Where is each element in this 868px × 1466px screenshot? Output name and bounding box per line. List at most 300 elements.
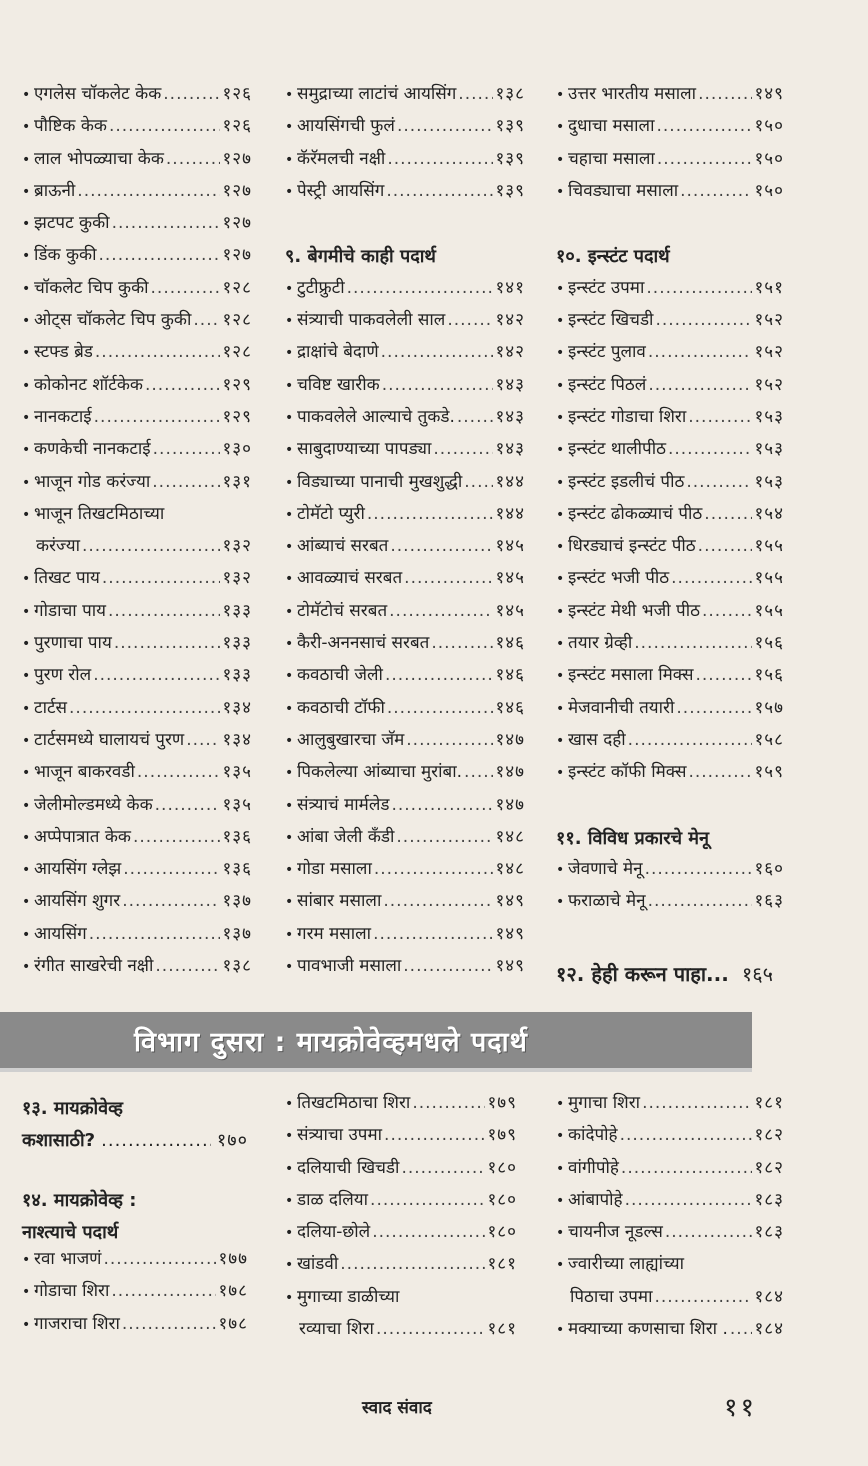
entry-title: इन्स्टंट थालीपीठ — [568, 439, 666, 460]
entry-title: इन्स्टंट गोडाचा शिरा — [568, 406, 687, 427]
section-11-heading: ११. विविध प्रकारचे मेनू — [556, 827, 710, 849]
leader-dots — [404, 568, 493, 589]
section-13-title-rest: कशासाठी? — [22, 1130, 96, 1151]
toc-entry — [556, 665, 784, 697]
entry-page: १८० — [487, 1157, 517, 1178]
entry-title: कैरी-अननसाचं सरबत — [297, 633, 430, 654]
bullet-icon: • — [285, 377, 294, 394]
toc-entry — [22, 924, 252, 956]
entry-page: १८३ — [754, 1189, 784, 1210]
entry-title: संत्र्याची पाकवलेली साल — [297, 310, 446, 331]
entry-title: जेवणाचे मेनू — [568, 859, 643, 880]
entry-title: दलिया-छोले — [297, 1222, 371, 1243]
toc-entry — [556, 504, 784, 536]
toc-entry — [22, 1249, 248, 1281]
leader-dots — [688, 407, 752, 428]
toc-entry — [22, 956, 252, 988]
entry-page: १४२ — [495, 342, 525, 363]
entry-page: १८२ — [754, 1125, 784, 1146]
toc-entry — [22, 795, 252, 827]
bullet-icon: • — [556, 1322, 565, 1339]
entry-title: आयसिंग ग्लेझ — [34, 859, 122, 880]
entry-page: १२८ — [222, 310, 252, 331]
entry-title: कांदेपोहे — [568, 1125, 618, 1146]
entry-title: दुधाचा मसाला — [568, 116, 655, 137]
entry-title: आंबापोहे — [568, 1189, 623, 1210]
entry-title: इन्स्टंट ढोकळ्याचं पीठ — [568, 503, 703, 524]
entry-title: टुटीफ्रुटी — [297, 277, 345, 298]
toc-entry — [556, 1125, 784, 1157]
bullet-icon: • — [22, 636, 31, 653]
toc-entry — [285, 278, 525, 310]
entry-page: १४२ — [495, 310, 525, 331]
entry-page: १३७ — [222, 891, 252, 912]
entry-title: कॅरॅमलची नक्षी — [297, 148, 386, 169]
toc-entry — [22, 633, 252, 665]
bullet-icon: • — [285, 765, 294, 782]
leader-dots — [688, 762, 752, 783]
entry-page: १३३ — [222, 633, 252, 654]
part-two-banner — [0, 1012, 752, 1072]
leader-dots — [69, 698, 220, 719]
toc-entry — [285, 1125, 517, 1157]
toc-entry — [285, 924, 525, 956]
entry-title: दलियाची खिचडी — [297, 1157, 400, 1178]
toc-entry — [22, 762, 252, 794]
bullet-icon: • — [285, 409, 294, 426]
bullet-icon: • — [285, 313, 294, 330]
entry-page: १५६ — [754, 633, 784, 654]
entry-page: १४१ — [495, 277, 525, 298]
leader-dots — [389, 601, 493, 622]
entry-title: मक्याच्या कणसाचा शिरा . — [568, 1319, 728, 1340]
entry-title: इन्स्टंट पिठलं — [568, 374, 647, 395]
leader-dots — [385, 665, 494, 686]
entry-title: गोडाचा शिरा — [34, 1281, 110, 1302]
toc-entry — [556, 84, 784, 116]
leader-dots — [657, 149, 753, 170]
bullet-icon: • — [22, 603, 31, 620]
entry-title: डाळ दलिया — [297, 1189, 369, 1210]
entry-page: १२९ — [222, 406, 252, 427]
entry-page: १३९ — [495, 116, 525, 137]
entry-page: १७८ — [218, 1281, 248, 1302]
entry-title: इन्स्टंट भजी पीठ — [568, 568, 670, 589]
entry-title: लाल भोपळ्याचा केक — [34, 148, 164, 169]
toc-entry — [285, 116, 525, 148]
bullet-icon: • — [285, 280, 294, 297]
entry-title: वांगीपोहे — [568, 1157, 619, 1178]
entry-title: करंज्या — [36, 536, 80, 557]
entry-page: १२६ — [222, 116, 252, 137]
bullet-icon: • — [285, 797, 294, 814]
entry-title: पावभाजी मसाला — [297, 956, 402, 977]
leader-dots — [655, 310, 752, 331]
leader-dots — [111, 1281, 216, 1302]
entry-page: १३७ — [222, 923, 252, 944]
bullet-icon: • — [285, 539, 294, 556]
bullet-icon: • — [556, 119, 565, 136]
bullet-icon: • — [285, 1257, 294, 1274]
leader-dots — [620, 1125, 753, 1146]
entry-page: १३५ — [222, 794, 252, 815]
entry-title: रवा भाजणं — [34, 1249, 102, 1269]
entry-page: १४३ — [495, 439, 525, 460]
entry-page: १२६ — [222, 84, 252, 104]
entry-title: पाकवलेले आल्याचे तुकडे. — [297, 406, 455, 427]
leader-dots — [634, 633, 752, 654]
entry-title: चहाचा मसाला — [568, 148, 655, 169]
bullet-icon: • — [556, 183, 565, 200]
bullet-icon: • — [285, 603, 294, 620]
leader-dots — [656, 116, 752, 137]
toc-entry — [285, 762, 525, 794]
entry-title: चिवड्याचा मसाला — [568, 180, 679, 201]
entry-title: तिखटमिठाचा शिरा — [297, 1093, 411, 1113]
bullet-icon: • — [556, 506, 565, 523]
entry-title: भाजून गोड करंज्या — [34, 471, 151, 492]
bullet-icon: • — [285, 87, 294, 103]
entry-title: इन्स्टंट उपमा — [568, 277, 645, 298]
entry-title: कोकोनट शॉर्टकेक — [34, 374, 143, 395]
bullet-icon: • — [285, 959, 294, 976]
bullet-icon: • — [22, 862, 31, 879]
entry-page: १३९ — [495, 148, 525, 169]
section-14-heading-line2: नाश्त्याचे पदार्थ — [22, 1222, 119, 1243]
entry-title: आलुबुखारचा जॅम — [297, 729, 405, 750]
entry-page: १४७ — [495, 794, 525, 815]
entry-title: गोडा मसाला — [297, 859, 372, 880]
entry-page: १४९ — [495, 923, 525, 944]
leader-dots — [112, 213, 221, 234]
bullet-icon: • — [22, 926, 31, 943]
entry-title: चायनीज नूडल्स — [568, 1222, 663, 1243]
entry-page: १८३ — [754, 1222, 784, 1243]
toc-entry — [22, 245, 252, 277]
entry-page: १६० — [754, 859, 784, 880]
entry-title: कवठाची टॉफी — [297, 697, 385, 718]
entry-page: १४३ — [495, 406, 525, 427]
entry-page: १५५ — [754, 568, 784, 589]
toc-entry — [285, 439, 525, 471]
entry-title: चविष्ट खारीक — [297, 374, 380, 395]
toc-entry — [285, 665, 525, 697]
toc-entry — [285, 633, 525, 665]
entry-title: आंब्याचं सरबत — [297, 536, 389, 557]
leader-dots — [186, 730, 220, 751]
entry-page: १३३ — [222, 600, 252, 621]
leader-dots — [102, 568, 221, 589]
leader-dots — [730, 1319, 753, 1340]
toc-entry — [22, 859, 252, 891]
entry-title: पिकलेल्या आंब्याचा मुरांबा. — [297, 762, 463, 783]
entry-title: पिठाचा उपमा — [570, 1286, 653, 1307]
leader-dots — [94, 407, 221, 428]
entry-title: खास दही — [568, 729, 626, 750]
bullet-icon: • — [22, 1316, 31, 1333]
toc-entry — [556, 601, 784, 633]
toc-entry — [285, 375, 525, 407]
entry-page: १५० — [754, 180, 784, 201]
toc-entry — [556, 1287, 784, 1319]
bullet-icon: • — [556, 765, 565, 782]
leader-dots — [152, 472, 220, 493]
leader-dots — [77, 181, 220, 202]
toc-entry — [556, 568, 784, 600]
leader-dots — [384, 1125, 485, 1146]
entry-page: १७९ — [487, 1093, 517, 1113]
bullet-icon: • — [285, 151, 294, 168]
toc-entry — [22, 213, 252, 245]
toc-entry — [22, 827, 252, 859]
toc-entry — [22, 278, 252, 310]
toc-entry — [22, 730, 252, 762]
leader-dots — [376, 1319, 486, 1340]
entry-page: १४५ — [495, 536, 525, 557]
toc-entry — [556, 181, 784, 213]
bullet-icon: • — [556, 1192, 565, 1209]
toc-entry — [22, 568, 252, 600]
bullet-icon: • — [285, 442, 294, 459]
bullet-icon: • — [285, 636, 294, 653]
entry-title: इन्स्टंट मसाला मिक्स — [568, 665, 694, 686]
toc-entry — [556, 342, 784, 374]
entry-page: १८२ — [754, 1157, 784, 1178]
entry-page: १५० — [754, 116, 784, 137]
entry-title: तिखट पाय — [34, 568, 100, 589]
entry-title: कणकेची नानकटाई — [34, 439, 151, 460]
toc-entry — [285, 1158, 517, 1190]
toc-entry — [22, 698, 252, 730]
entry-title: नानकटाई — [34, 406, 92, 427]
toc-entry — [556, 1093, 784, 1125]
entry-title: संत्र्याचं मार्मलेड — [297, 794, 390, 815]
section-12-heading — [556, 962, 784, 994]
leader-dots — [621, 1158, 753, 1179]
toc-entry — [285, 1222, 517, 1254]
entry-page: १५५ — [754, 536, 784, 557]
leader-dots — [447, 310, 493, 331]
microwave-column-2 — [285, 1093, 517, 1351]
entry-title: मुगाचा शिरा — [568, 1093, 641, 1113]
entry-page: १२८ — [222, 342, 252, 363]
entry-page: १४७ — [495, 729, 525, 750]
bullet-icon: • — [556, 636, 565, 653]
toc-entry — [22, 181, 252, 213]
entry-title: खांडवी — [297, 1254, 339, 1275]
leader-dots — [347, 278, 494, 299]
toc-entry — [285, 472, 525, 504]
leader-dots — [665, 1222, 753, 1243]
entry-page: १५२ — [754, 374, 784, 395]
toc-entry — [285, 536, 525, 568]
entry-title: जेलीमोल्डमध्ये केक — [34, 794, 153, 815]
entry-title: कवठाची जेली — [297, 665, 383, 686]
toc-entry — [556, 633, 784, 665]
bullet-icon: • — [285, 506, 294, 523]
toc-entry — [556, 891, 784, 923]
bullet-icon: • — [22, 280, 31, 297]
entry-title: गरम मसाला — [297, 923, 372, 944]
leader-dots — [82, 536, 220, 557]
leader-dots — [391, 795, 493, 816]
leader-dots — [155, 795, 221, 816]
leader-dots — [193, 310, 220, 331]
part-two-title: विभाग दुसरा : मायक्रोवेव्हमधले पदार्थ — [134, 1026, 528, 1058]
toc-entry — [285, 407, 525, 439]
bullet-icon: • — [556, 700, 565, 717]
toc-column-1 — [22, 84, 252, 988]
leader-dots — [367, 504, 494, 525]
bullet-icon: • — [22, 1252, 31, 1268]
bullet-icon: • — [22, 442, 31, 459]
entry-page: १३६ — [222, 826, 252, 847]
bullet-icon: • — [22, 474, 31, 491]
entry-page: १८० — [487, 1222, 517, 1243]
entry-page: १३४ — [222, 697, 252, 718]
leader-dots — [654, 1287, 752, 1308]
entry-title: पुरणाचा पाय — [34, 633, 112, 654]
toc-entry — [22, 472, 252, 504]
bullet-icon: • — [556, 313, 565, 330]
entry-title: ज्वारीच्या लाह्यांच्या — [568, 1254, 685, 1275]
bullet-icon: • — [285, 119, 294, 136]
entry-page: १४६ — [495, 633, 525, 654]
leader-dots — [412, 1093, 485, 1114]
leader-dots — [648, 375, 752, 396]
entry-page: १४५ — [495, 568, 525, 589]
entry-title: भाजून तिखटमिठाच्या — [34, 503, 165, 524]
entry-page: १३८ — [222, 956, 252, 977]
toc-column-2 — [285, 84, 525, 988]
entry-title: अप्पेपात्रात केक — [34, 826, 131, 847]
entry-page: १३२ — [222, 536, 252, 557]
bullet-icon: • — [22, 216, 31, 233]
bullet-icon: • — [285, 668, 294, 685]
entry-title: उत्तर भारतीय मसाला — [568, 84, 697, 104]
entry-title: इन्स्टंट कॉफी मिक्स — [568, 762, 687, 783]
toc-entry — [22, 149, 252, 181]
leader-dots — [382, 375, 494, 396]
leader-dots — [387, 149, 493, 170]
leader-dots — [646, 278, 752, 299]
leader-dots — [98, 245, 220, 266]
leader-dots — [122, 1314, 217, 1335]
toc-entry — [556, 375, 784, 407]
leader-dots — [628, 730, 753, 751]
bullet-icon: • — [22, 248, 31, 265]
entry-page: १७९ — [487, 1125, 517, 1146]
entry-page: १२७ — [222, 148, 252, 169]
leader-dots — [401, 1158, 485, 1179]
leader-dots — [695, 665, 752, 686]
bullet-icon: • — [556, 409, 565, 426]
entry-page: १३८ — [495, 84, 525, 104]
entry-page: १३१ — [222, 471, 252, 492]
bullet-icon: • — [556, 571, 565, 588]
bullet-icon: • — [556, 894, 565, 911]
toc-entry — [556, 1222, 784, 1254]
leader-dots — [648, 342, 753, 363]
leader-dots — [381, 342, 494, 363]
toc-entry — [22, 342, 252, 374]
leader-dots — [704, 504, 752, 525]
bullet-icon: • — [22, 87, 31, 103]
bullet-icon: • — [22, 571, 31, 588]
toc-entry — [22, 1281, 248, 1313]
entry-page: १४९ — [495, 891, 525, 912]
section-12-page: १६५ — [741, 962, 774, 987]
bullet-icon: • — [556, 1225, 565, 1242]
entry-title: पौष्टिक केक — [34, 116, 107, 137]
entry-page: १४८ — [495, 859, 525, 880]
toc-entry — [285, 504, 525, 536]
entry-title: टोमॅटोचं सरबत — [297, 600, 388, 621]
toc-entry — [556, 310, 784, 342]
toc-entry — [285, 859, 525, 891]
entry-page: १५६ — [754, 665, 784, 686]
section-13-heading-line2 — [22, 1125, 248, 1157]
entry-title: डिंक कुकी — [34, 245, 97, 266]
entry-page: १४४ — [495, 503, 525, 524]
leader-dots — [464, 762, 493, 783]
toc-entry — [22, 84, 252, 116]
section-13-heading-line1: १३. मायक्रोवेव्ह — [22, 1098, 123, 1119]
bullet-icon: • — [285, 1289, 294, 1306]
entry-page: १२७ — [222, 180, 252, 201]
leader-dots — [698, 84, 752, 105]
toc-entry — [556, 1319, 784, 1351]
leader-dots — [464, 472, 493, 493]
leader-dots — [163, 84, 220, 105]
leader-dots — [625, 1190, 753, 1211]
entry-page: १४६ — [495, 697, 525, 718]
bullet-icon: • — [22, 894, 31, 911]
toc-entry — [22, 310, 252, 342]
bullet-icon: • — [556, 1257, 565, 1274]
leader-dots — [89, 924, 221, 945]
toc-entry — [556, 407, 784, 439]
leader-dots — [702, 601, 752, 622]
microwave-column-3 — [556, 1093, 784, 1351]
entry-title: गाजराचा शिरा — [34, 1313, 120, 1334]
entry-title: मेजवानीची तयारी — [568, 697, 675, 718]
entry-page: १३० — [222, 439, 252, 460]
bullet-icon: • — [556, 1128, 565, 1145]
entry-title: तयार ग्रेव्ही — [568, 633, 633, 654]
toc-entry — [556, 278, 784, 310]
toc-entry — [285, 1287, 517, 1319]
toc-entry — [556, 1254, 784, 1286]
entry-page: १४६ — [495, 665, 525, 686]
toc-entry — [285, 827, 525, 859]
entry-page: १५३ — [754, 406, 784, 427]
toc-entry — [556, 536, 784, 568]
bullet-icon: • — [556, 151, 565, 168]
toc-entry — [22, 665, 252, 697]
bullet-icon: • — [285, 732, 294, 749]
toc-entry — [285, 149, 525, 181]
bullet-icon: • — [285, 1192, 294, 1209]
entry-page: १३३ — [222, 665, 252, 686]
leader-dots — [166, 149, 221, 170]
entry-page: १४४ — [495, 471, 525, 492]
bullet-icon: • — [22, 313, 31, 330]
leader-dots — [153, 439, 221, 460]
toc-entry — [285, 601, 525, 633]
entry-title: टार्टस — [34, 697, 68, 718]
bullet-icon: • — [22, 959, 31, 976]
